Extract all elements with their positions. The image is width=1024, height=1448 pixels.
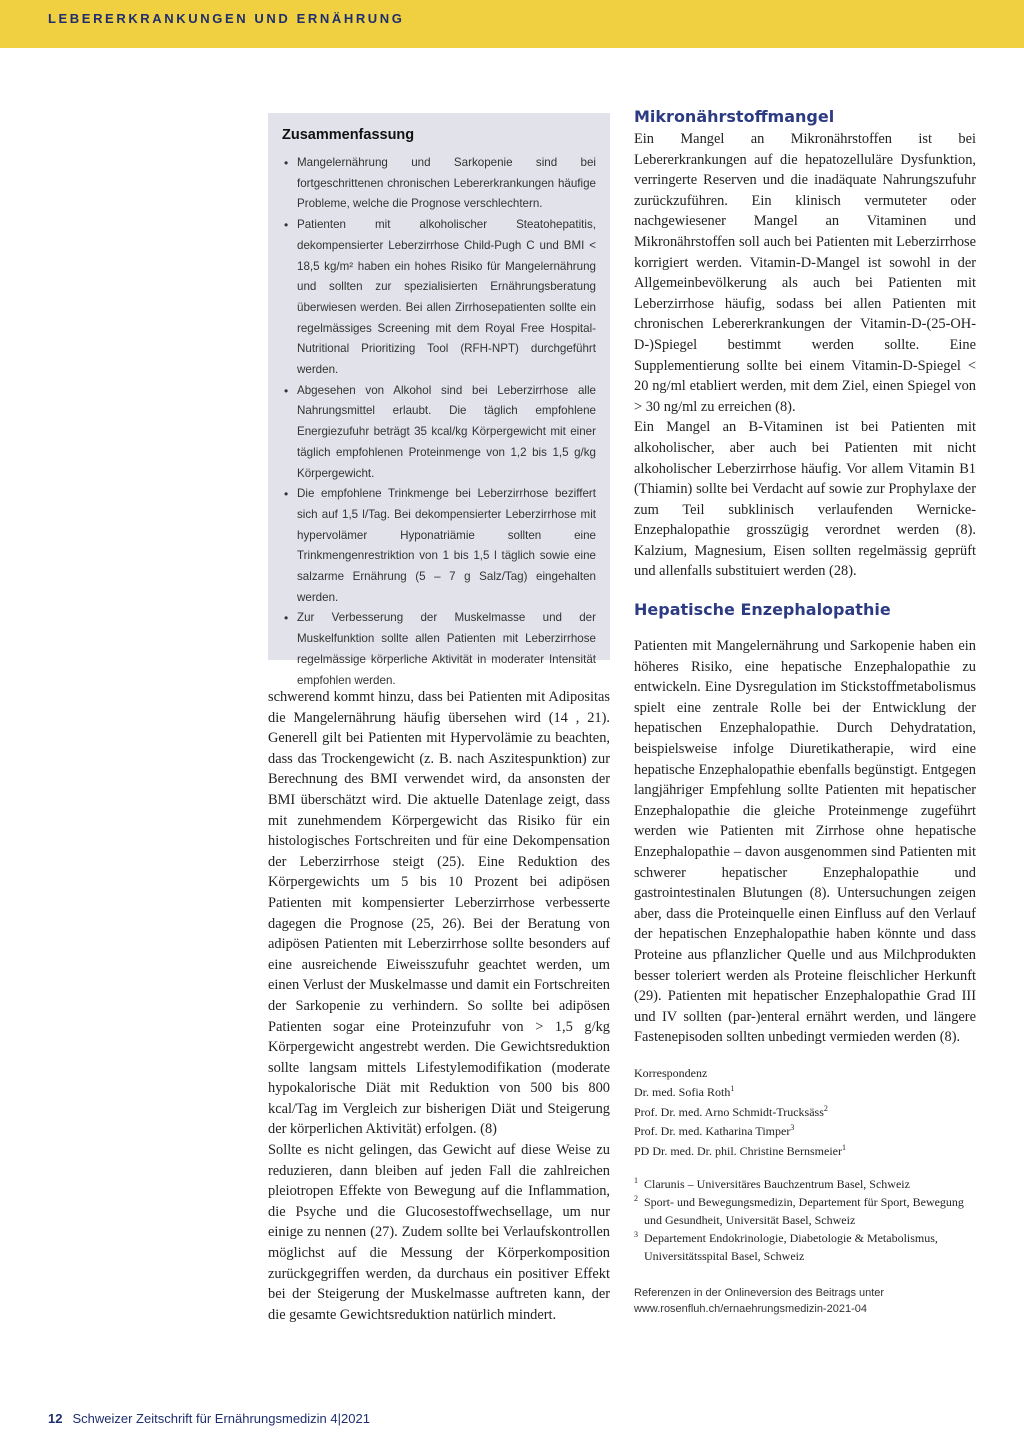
journal-name: Schweizer Zeitschrift für Ernährungsmedizin 4|2021 bbox=[72, 1411, 370, 1426]
summary-list bbox=[282, 153, 596, 691]
author-affiliation-number: 1 bbox=[730, 1084, 735, 1094]
affiliation-item bbox=[634, 1175, 976, 1193]
header-band bbox=[0, 0, 1024, 48]
summary-item bbox=[282, 153, 596, 215]
author-name: Prof. Dr. med. Arno Schmidt-Trucksäss bbox=[634, 1104, 824, 1119]
bullet-icon: • bbox=[284, 218, 289, 233]
author-line bbox=[634, 1122, 976, 1142]
body-paragraph: Ein Mangel an Mikronährstoffen ist bei Lebererkrankungen auf die hepatozelluläre Dysfunktion, verringerte Reserven und die inadäquate Nahrungszufuhr zurückzuführen. Ein klinisch vermuteter oder nachgewiesener Mangel an Vitaminen und Mikronährstoffen soll auch bei Patienten mit Leberzirrhose korrigiert werden. Vitamin-D-Mangel ist sowohl in der Allgemeinbevölkerung als auch bei Patienten mit Leberzirrhose häufig, sodass bei allen Patienten mit chronischen Lebererkrankungen der Vitamin-D-(25-OH-D-)Spiegel bestimmt werden sollte. Eine Supplementierung sollte bei einem Vitamin-D-Spiegel < 20 ng/ml etabliert werden, mit dem Ziel, einen Spiegel von > 30 ng/ml zu erreichen (8). bbox=[634, 131, 976, 415]
section-heading-hepatische-enzephalopathie: Hepatische Enzephalopathie bbox=[634, 600, 891, 620]
author-affiliation-number: 1 bbox=[841, 1142, 846, 1152]
bullet-icon: • bbox=[284, 487, 289, 502]
author-name: Dr. med. Sofia Roth bbox=[634, 1085, 731, 1100]
affiliation-number: 2 bbox=[634, 1194, 638, 1204]
bullet-icon: • bbox=[284, 383, 289, 398]
author-affiliation-number: 3 bbox=[790, 1123, 795, 1133]
affiliation-item bbox=[634, 1193, 976, 1229]
correspondence-block bbox=[634, 1064, 976, 1162]
summary-item bbox=[282, 215, 596, 381]
author-line bbox=[634, 1142, 976, 1162]
author-line bbox=[634, 1103, 976, 1123]
affiliation-number: 3 bbox=[634, 1230, 638, 1240]
affiliation-item bbox=[634, 1229, 976, 1265]
author-name: Prof. Dr. med. Katharina Timper bbox=[634, 1124, 791, 1139]
summary-item-text: Mangelernährung und Sarkopenie sind bei fortgeschrittenen chronischen Lebererkrankungen häufige Probleme, welche die Prognose verschlechtern. bbox=[297, 156, 596, 211]
author-line bbox=[634, 1083, 976, 1103]
body-paragraph: Patienten mit Mangelernährung und Sarkopenie haben ein höheres Risiko, eine hepatische Enzephalopathie zu entwickeln. Eine Dysregulation im Stickstoffmetabolismus spielt eine zentrale Rolle bei der Entwicklung der hepatischen Enzephalopathie. Durch Dehydratation, beispielsweise infolge Diuretikatherapie, wird eine hepatische Enzephalopathie ebenfalls begünstigt. Entgegen langjähriger Empfehlung sollte Patienten mit hepatischer Enzephalopathie die gleiche Proteinmenge zugeführt werden wie Patienten mit Zirrhose ohne hepatische Enzephalopathie – davon ausgenommen sind Patienten mit schwerer hepatischer Enzephalopathie und gastrointestinalen Blutungen (8). Untersuchungen zeigen aber, dass die Proteinquelle einen Einfluss auf den Verlauf der hepatischen Enzephalopathie haben könnte und dass Proteine aus pflanzlicher Quelle und aus Milchprodukten besser toleriert werden als Proteine fleischlicher Herkunft (29). Patienten mit hepatischer Enzephalopathie Grad III und IV sollten (par-)enteral ernährt werden, und längere Fastenepisoden sollten unbedingt vermieden werden (8). bbox=[634, 638, 976, 1046]
author-name: PD Dr. med. Dr. phil. Christine Bernsmeier bbox=[634, 1143, 842, 1158]
page-number: 12 bbox=[48, 1411, 63, 1426]
references-url: www.rosenfluh.ch/ernaehrungsmedizin-2021-04 bbox=[634, 1303, 867, 1316]
right-column bbox=[634, 105, 976, 1317]
section-heading-mikronaehrstoffmangel: Mikronährstoffmangel bbox=[634, 107, 835, 126]
section-header-title: LEBERERKRANKUNGEN UND ERNÄHRUNG bbox=[48, 11, 405, 26]
affiliations-list bbox=[634, 1175, 976, 1265]
summary-item bbox=[282, 484, 596, 608]
body-paragraph: Ein Mangel an B-Vitaminen ist bei Patienten mit alkoholischer, aber auch bei Patienten mit nicht alkoholischer Leberzirrhose häufig. Vor allem Vitamin B1 (Thiamin) sollte bei Verdacht auf sowie zur Prophylaxe der zum Teil subklinisch verlaufenden Wernicke-Enzephalopathie grosszügig verordnet werden (8). Kalzium, Magnesium, Eisen sollten regelmässig geprüft und allenfalls substituiert werden (28). bbox=[634, 419, 976, 580]
bullet-icon: • bbox=[284, 156, 289, 170]
references-note bbox=[634, 1285, 976, 1317]
summary-item-text: Abgesehen von Alkohol sind bei Leberzirrhose alle Nahrungsmittel erlaubt. Die täglich empfohlene Energiezufuhr beträgt 35 kcal/kg Körpergewicht mit einer täglich empfohlenen Proteinmenge von 1,2 bis 1,5 g/kg Körpergewicht. bbox=[297, 383, 596, 480]
summary-item bbox=[282, 381, 596, 485]
correspondence-label: Korrespondenz bbox=[634, 1065, 708, 1080]
affiliation-text: Sport- und Bewegungsmedizin, Departement für Sport, Bewegung und Gesundheit, Universität Basel, Schweiz bbox=[644, 1195, 964, 1228]
summary-box bbox=[268, 113, 610, 687]
summary-item bbox=[282, 608, 596, 691]
bullet-icon: • bbox=[284, 611, 289, 626]
summary-item-text: Die empfohlene Trinkmenge bei Leberzirrhose beziffert sich auf 1,5 l/Tag. Bei dekompensierter Leberzirrhose mit hypervolämer Hyponatriämie sollten eine Trinkmengenrestriktion von 1 bis 1,5 l täglich sowie eine salzarme Ernährung (5 – 7 g Salz/Tag) eingehalten werden. bbox=[297, 487, 596, 604]
summary-title: Zusammenfassung bbox=[282, 127, 415, 143]
body-paragraph: Sollte es nicht gelingen, das Gewicht auf diese Weise zu reduzieren, dann bleiben auf jeden Fall die zahlreichen pleiotropen Effekte von Bewegung auf die Inflammation, die Psyche und die Glucosestoffwechsellage, um nur einige zu nennen (27). Zudem sollte bei Verlaufskontrollen möglichst auf die Messung der Körperkomposition zurückgegriffen werden, da durchaus ein positiver Effekt bei der Steigerung der Muskelmasse auftreten kann, der die gesamte Gewichtsreduktion natürlich mindert. bbox=[268, 1142, 610, 1323]
left-column bbox=[268, 687, 610, 1325]
references-note-text: Referenzen in der Onlineversion des Beitrags unter bbox=[634, 1287, 885, 1300]
summary-item-text: Patienten mit alkoholischer Steatohepatitis, dekompensierter Leberzirrhose Child-Pugh C und BMI < 18,5 kg/m² haben ein hohes Risiko für Mangelernährung und sollten zur spezialisierten Ernährungsberatung überwiesen werden. Bei allen Zirrhosepatienten sollte ein regelmässiges Screening mit dem Royal Free Hospital-Nutritional Prioritizing Tool (RFH-NPT) durchgeführt werden. bbox=[297, 218, 596, 377]
author-affiliation-number: 2 bbox=[823, 1103, 828, 1113]
affiliation-text: Clarunis – Universitäres Bauchzentrum Basel, Schweiz bbox=[644, 1177, 910, 1192]
summary-item-text: Zur Verbesserung der Muskelmasse und der Muskelfunktion sollte allen Patienten mit Leberzirrhose regelmässige körperliche Aktivität in moderater Intensität empfohlen werden. bbox=[297, 611, 596, 687]
page-footer bbox=[48, 1411, 370, 1426]
affiliation-text: Departement Endokrinologie, Diabetologie & Metabolismus, Universitätsspital Basel, Schweiz bbox=[644, 1231, 938, 1264]
body-paragraph: schwerend kommt hinzu, dass bei Patienten mit Adipositas die Mangelernährung häufig übersehen wird (14 , 21). Generell gilt bei Patienten mit Hypervolämie zu beachten, dass das Trockengewicht (z. B. nach Aszitespunktion) zur Berechnung des BMI verwendet wird, da ansonsten der BMI überschätzt wird. Die aktuelle Datenlage zeigt, dass mit zunehmendem Körpergewicht das Risiko für ein histologisches Fortschreiten und für eine Dekompensation der Leberzirrhose steigt (25). Eine Reduktion des Körpergewichts um 5 bis 10 Prozent bei adipösen Patienten mit kompensierter Leberzirrhose verbesserte dagegen die Prognose (25, 26). Bei der Beratung von adipösen Patienten mit Leberzirrhose sollte besonders auf eine ausreichende Eiweisszufuhr geachtet werden, um einen Verlust der Muskelmasse und damit ein Fortschreiten der Sarkopenie zu verhindern. So sollte bei adipösen Patienten sogar eine Proteinzufuhr von > 1,5 g/kg Körpergewicht angestrebt werden. Die Gewichtsreduktion sollte langsam mittels Lifestylemodifikation (moderate hypokalorische Diät mit Reduktion von 500 bis 800 kcal/Tag im Vergleich zur bisherigen Diät und Steigerung der körperlichen Aktivität) erfolgen. (8) bbox=[268, 689, 610, 1138]
affiliation-number: 1 bbox=[634, 1176, 638, 1186]
